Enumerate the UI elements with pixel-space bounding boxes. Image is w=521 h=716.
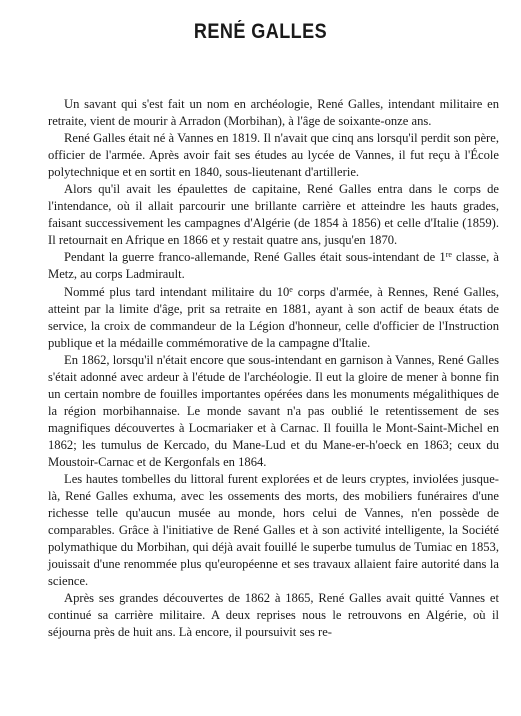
paragraph-4-text: Pendant la guerre franco-allemande, René Galles était sous-intendant de — [64, 250, 436, 265]
article-body — [48, 96, 499, 642]
paragraph-5-number: 10 — [276, 284, 290, 299]
paragraph-8: Après ses grandes découvertes de 1862 à 1865, René Galles avait quitté Vannes et continué sa carrière militaire. A deux reprises nous le retrouvons en Algérie, où il séjourna près de huit ans. Là encore, il poursuivit ses re- — [48, 591, 499, 640]
paragraph-6: En 1862, lorsqu'il n'était encore que sous-intendant en garnison à Vannes, René Galles s'était adonné avec ardeur à l'étude de l'archéologie. Il eut la gloire de mener à bonne fin un certain nombre de fouilles importantes opérées dans les monuments mégalithiques de la région morbihannaise. Le monde savant n'a pas oublié le retentissement de ses magnifiques découvertes à Locmariaker et à Carnac. Il fouilla le Mont-Saint-Michel en 1862; les tumulus de Kercado, du Mane-Lud et du Mane-er-h'oeck en 1863; ceux du Moustoir-Carnac et de Kergonfals en 1864. — [48, 352, 499, 469]
paragraph-5-text: Nommé plus tard intendant militaire du — [64, 284, 272, 299]
paragraph-5-superscript: e — [289, 284, 293, 294]
paragraph-7: Les hautes tombelles du littoral furent explorées et de leurs cryptes, inviolées jusque-là, René Galles exhuma, avec les ossements des morts, des mobiliers funéraires d'une richesse telle qu'aucun musée au monde, hors celui de Vannes, n'en possède de comparables. Grâce à l'initiative de René Galles et à son activité intelligente, la Société polymathique du Morbihan, qui déjà avait fouillé le superbe tumulus de Tumiac en 1853, jouissait d'une renommée plus qu'européenne et ses travaux allaient faire autorité dans la science. — [48, 472, 499, 589]
paragraph-5-rest: corps d'armée, à Rennes, René Galles, atteint par la limite d'âge, prit sa retraite en 1881, ayant à son actif de beaux états de service, la croix de commandeur de la Légion d'honneur, celle d'officier de l'Instruction publique et la médaille commémorative de la campagne d'Italie. — [48, 284, 500, 350]
paragraph-4: Pendant la guerre franco-allemande, René Galles était sous-intendant de 1re classe, à Metz, au corps Ladmirault. — [48, 250, 499, 282]
paragraph-4-rest: classe, à Metz, au corps Ladmirault. — [48, 250, 499, 282]
paragraph-5 — [48, 284, 499, 352]
paragraph-3: Alors qu'il avait les épaulettes de capitaine, René Galles entra dans le corps de l'intendance, où il allait parcourir une brillante carrière et atteindre les hauts grades, faisant successivement les campagnes d'Algérie (de 1854 à 1856) et celle d'Italie (1859). Il retournait en Afrique en 1866 et y restait quatre ans, jusqu'en 1870. — [48, 182, 499, 248]
paragraph-2: René Galles était né à Vannes en 1819. Il n'avait que cinq ans lorsqu'il perdit son père, officier de l'armée. Après avoir fait ses études au lycée de Vannes, il fut reçu à l'École polytechnique et en sortit en 1840, sous-lieutenant d'artillerie. — [48, 131, 499, 180]
paragraph-4-superscript: re — [445, 250, 452, 260]
page-title: RENÉ GALLES — [193, 20, 328, 43]
paragraph-1: Un savant qui s'est fait un nom en archéologie, René Galles, intendant militaire en retraite, vient de mourir à Arradon (Morbihan), à l'âge de soixante-onze ans. — [48, 97, 499, 129]
